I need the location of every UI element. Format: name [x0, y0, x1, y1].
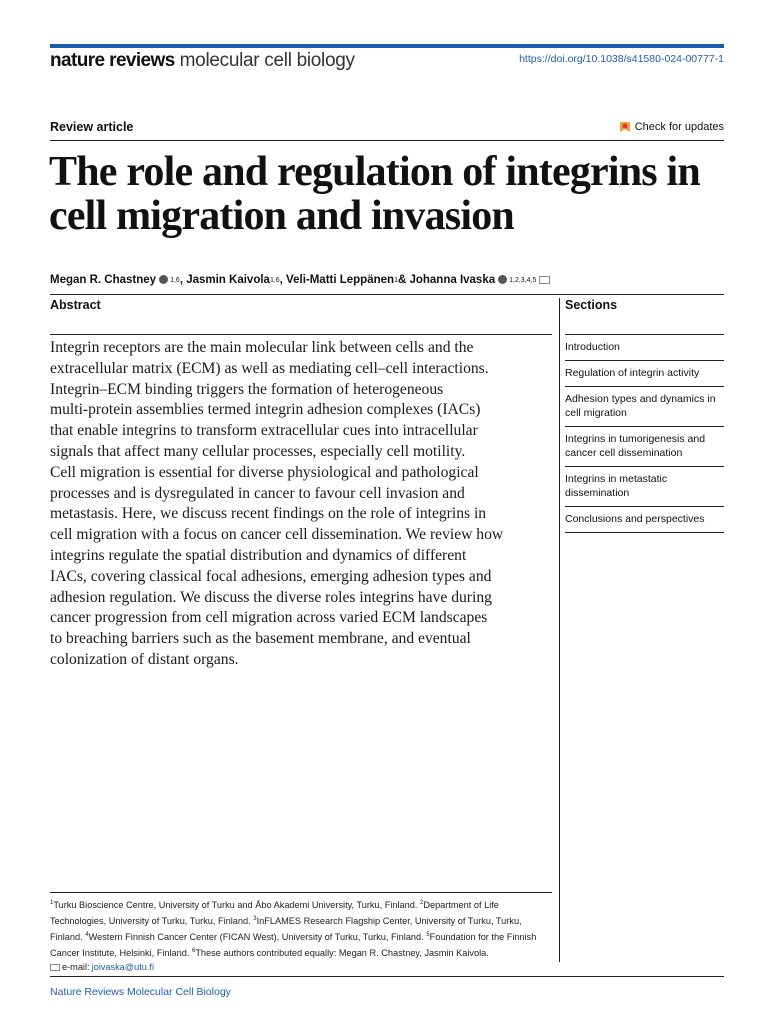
check-updates-label: Check for updates: [634, 121, 724, 133]
affiliation-text: Department of Life Technologies, University of Turku, Turku, Finland.: [50, 900, 499, 927]
header-rule: [50, 140, 724, 141]
orcid-icon[interactable]: [498, 275, 507, 284]
footer-journal-name: Nature Reviews Molecular Cell Biology: [50, 986, 231, 998]
affiliation-text: InFLAMES Research Flagship Center, University of Turku, Turku, Finland.: [50, 916, 522, 943]
affiliation-number: 4: [85, 932, 89, 939]
sections-nav: [565, 334, 724, 533]
author-affiliation-ref: 1: [394, 277, 398, 284]
article-title: The role and regulation of integrins in cell migration and invasion: [49, 149, 700, 239]
author-affiliation-ref: 1,6: [269, 277, 280, 284]
author-name[interactable]: , Veli-Matti Leppänen: [279, 274, 395, 286]
section-link-regulation[interactable]: Regulation of integrin activity: [565, 360, 724, 386]
check-updates-button[interactable]: [619, 121, 724, 133]
mail-icon[interactable]: [539, 276, 550, 284]
doi-link[interactable]: https://doi.org/10.1038/s41580-024-00777-1: [519, 53, 724, 65]
section-link-conclusions[interactable]: Conclusions and perspectives: [565, 506, 724, 533]
author-name[interactable]: Megan R. Chastney: [50, 274, 157, 286]
author-rule: [50, 294, 724, 295]
abstract-rule: [50, 334, 552, 335]
journal-name: [50, 50, 355, 72]
sections-heading: Sections: [565, 298, 618, 312]
abstract-heading: Abstract: [50, 298, 101, 312]
email-label: e-mail:: [62, 962, 90, 973]
section-link-introduction[interactable]: Introduction: [565, 334, 724, 360]
affiliation-text: Foundation for the Finnish Cancer Institute, Helsinki, Finland.: [50, 932, 537, 959]
orcid-icon[interactable]: [159, 275, 168, 284]
article-type: Review article: [50, 120, 134, 134]
affiliations-rule: [50, 892, 552, 893]
author-affiliation-ref: 1,6: [170, 277, 180, 284]
mail-icon: [50, 964, 60, 971]
affiliation-text: Western Finnish Cancer Center (FICAN West), University of Turku, Turku, Finland.: [88, 932, 427, 943]
section-link-adhesion-types[interactable]: Adhesion types and dynamics in cell migration: [565, 386, 724, 426]
affiliations-text: [50, 896, 556, 960]
contact-email: [50, 960, 556, 974]
column-divider: [559, 298, 560, 962]
affiliation-number: 5: [426, 932, 430, 939]
author-name[interactable]: & Johanna Ivaska: [397, 274, 496, 286]
author-affiliation-ref: 1,2,3,4,5: [509, 277, 537, 284]
section-link-metastatic[interactable]: Integrins in metastatic dissemination: [565, 466, 724, 506]
affiliation-text: Turku Bioscience Centre, University of Turku and Åbo Akademi University, Turku, Finland.: [53, 900, 420, 911]
affiliation-number: 6: [191, 948, 196, 955]
author-list: [50, 274, 550, 286]
section-link-tumorigenesis[interactable]: Integrins in tumorigenesis and cancer cell dissemination: [565, 426, 724, 466]
journal-name-bold: nature reviews: [50, 50, 175, 71]
abstract-body: Integrin receptors are the main molecular link between cells and the extracellular matrix (ECM) as well as mediating cell–cell interactions. Integrin–ECM binding triggers the formation of heterogeneous multi-protein assemblies termed integrin adhesion complexes (IACs) that enable integrins to transform extracellular cues into intracellular signals that affect many cellular processes, especially cell motility. Cell migration is essential for diverse physiological and pathological processes and is dysregulated in cancer to favour cell invasion and metastasis. Here, we discuss recent findings on the role of integrins in cell migration with a focus on cancer cell dissemination. We review how integrins regulate the spatial distribution and dynamics of different IACs, covering classical focal adhesions, emerging adhesion types and adhesion regulation. We discuss the diverse roles integrins have during cancer progression from cell migration across varied ECM landscapes to breaching barriers such as the basement membrane, and eventual colonization of distant organs.: [50, 339, 504, 668]
affiliation-number: 2: [419, 900, 424, 906]
affiliation-number: 3: [253, 916, 257, 923]
affiliations: [50, 896, 556, 974]
footer-rule: [50, 976, 724, 977]
author-name[interactable]: , Jasmin Kaivola: [179, 274, 270, 286]
affiliation-number: 1: [50, 900, 54, 906]
journal-name-light: molecular cell biology: [179, 50, 355, 71]
header-accent-rule: [50, 44, 724, 48]
affiliation-text: These authors contributed equally: Megan R. Chastney, Jasmin Kaivola.: [195, 948, 489, 959]
check-updates-icon: [619, 121, 631, 133]
email-link[interactable]: joivaska@utu.fi: [91, 962, 155, 973]
